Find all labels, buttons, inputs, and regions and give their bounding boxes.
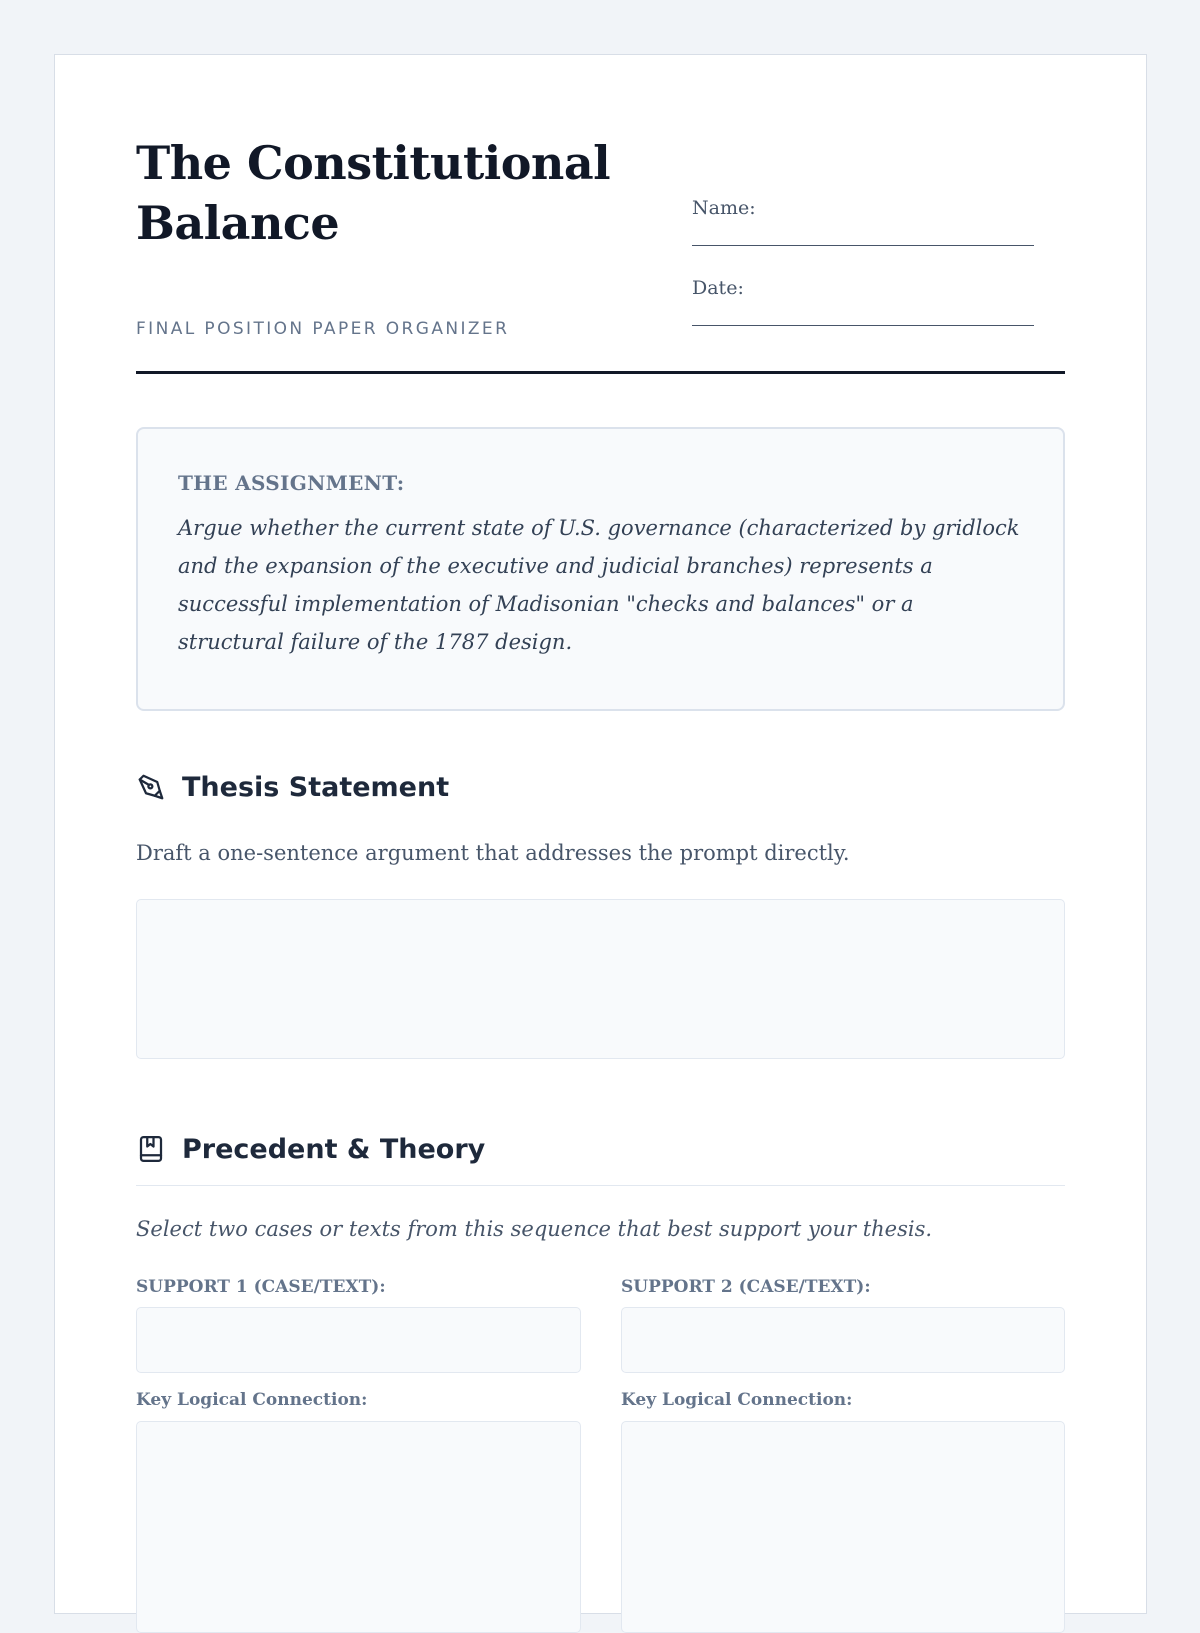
page-title: The Constitutional Balance bbox=[136, 136, 611, 250]
assignment-box bbox=[136, 427, 1065, 711]
date-field[interactable] bbox=[692, 325, 1034, 326]
pen-nib-icon bbox=[136, 772, 166, 802]
header-divider bbox=[136, 371, 1065, 374]
date-label: Date: bbox=[692, 277, 744, 299]
date-row bbox=[692, 277, 1034, 357]
connection1-input[interactable] bbox=[136, 1421, 581, 1633]
thesis-title: Thesis Statement bbox=[182, 771, 450, 803]
worksheet-page bbox=[54, 54, 1147, 1614]
thesis-instruction: Draft a one-sentence argument that addresses the prompt directly. bbox=[136, 841, 850, 865]
student-info bbox=[692, 197, 1034, 357]
connection2-input[interactable] bbox=[621, 1421, 1065, 1633]
assignment-prompt: Argue whether the current state of U.S. governance (characterized by gridlock and the expansion of the executive and judicial branches) represents a successful implementation of Madisonian "checks and balances" or a structural failure of the 1787 design. bbox=[178, 516, 1020, 654]
connection1-label: Key Logical Connection: bbox=[136, 1390, 368, 1410]
connection2-label: Key Logical Connection: bbox=[621, 1390, 853, 1410]
precedent-section-header bbox=[136, 1129, 485, 1169]
thesis-input[interactable] bbox=[136, 899, 1065, 1059]
precedent-divider bbox=[136, 1185, 1065, 1186]
precedent-instruction: Select two cases or texts from this sequence that best support your thesis. bbox=[136, 1217, 933, 1241]
support1-label: SUPPORT 1 (CASE/TEXT): bbox=[136, 1277, 386, 1297]
thesis-section-header bbox=[136, 767, 449, 807]
name-row bbox=[692, 197, 1034, 277]
support2-label: SUPPORT 2 (CASE/TEXT): bbox=[621, 1277, 871, 1297]
book-bookmark-icon bbox=[136, 1134, 166, 1164]
assignment-label: THE ASSIGNMENT: bbox=[178, 471, 405, 495]
support1-input[interactable] bbox=[136, 1307, 581, 1373]
name-field[interactable] bbox=[692, 245, 1034, 246]
support2-input[interactable] bbox=[621, 1307, 1065, 1373]
precedent-title: Precedent & Theory bbox=[182, 1133, 486, 1165]
page-subtitle: FINAL POSITION PAPER ORGANIZER bbox=[136, 319, 510, 339]
worksheet-header bbox=[136, 133, 1065, 373]
name-label: Name: bbox=[692, 197, 756, 219]
